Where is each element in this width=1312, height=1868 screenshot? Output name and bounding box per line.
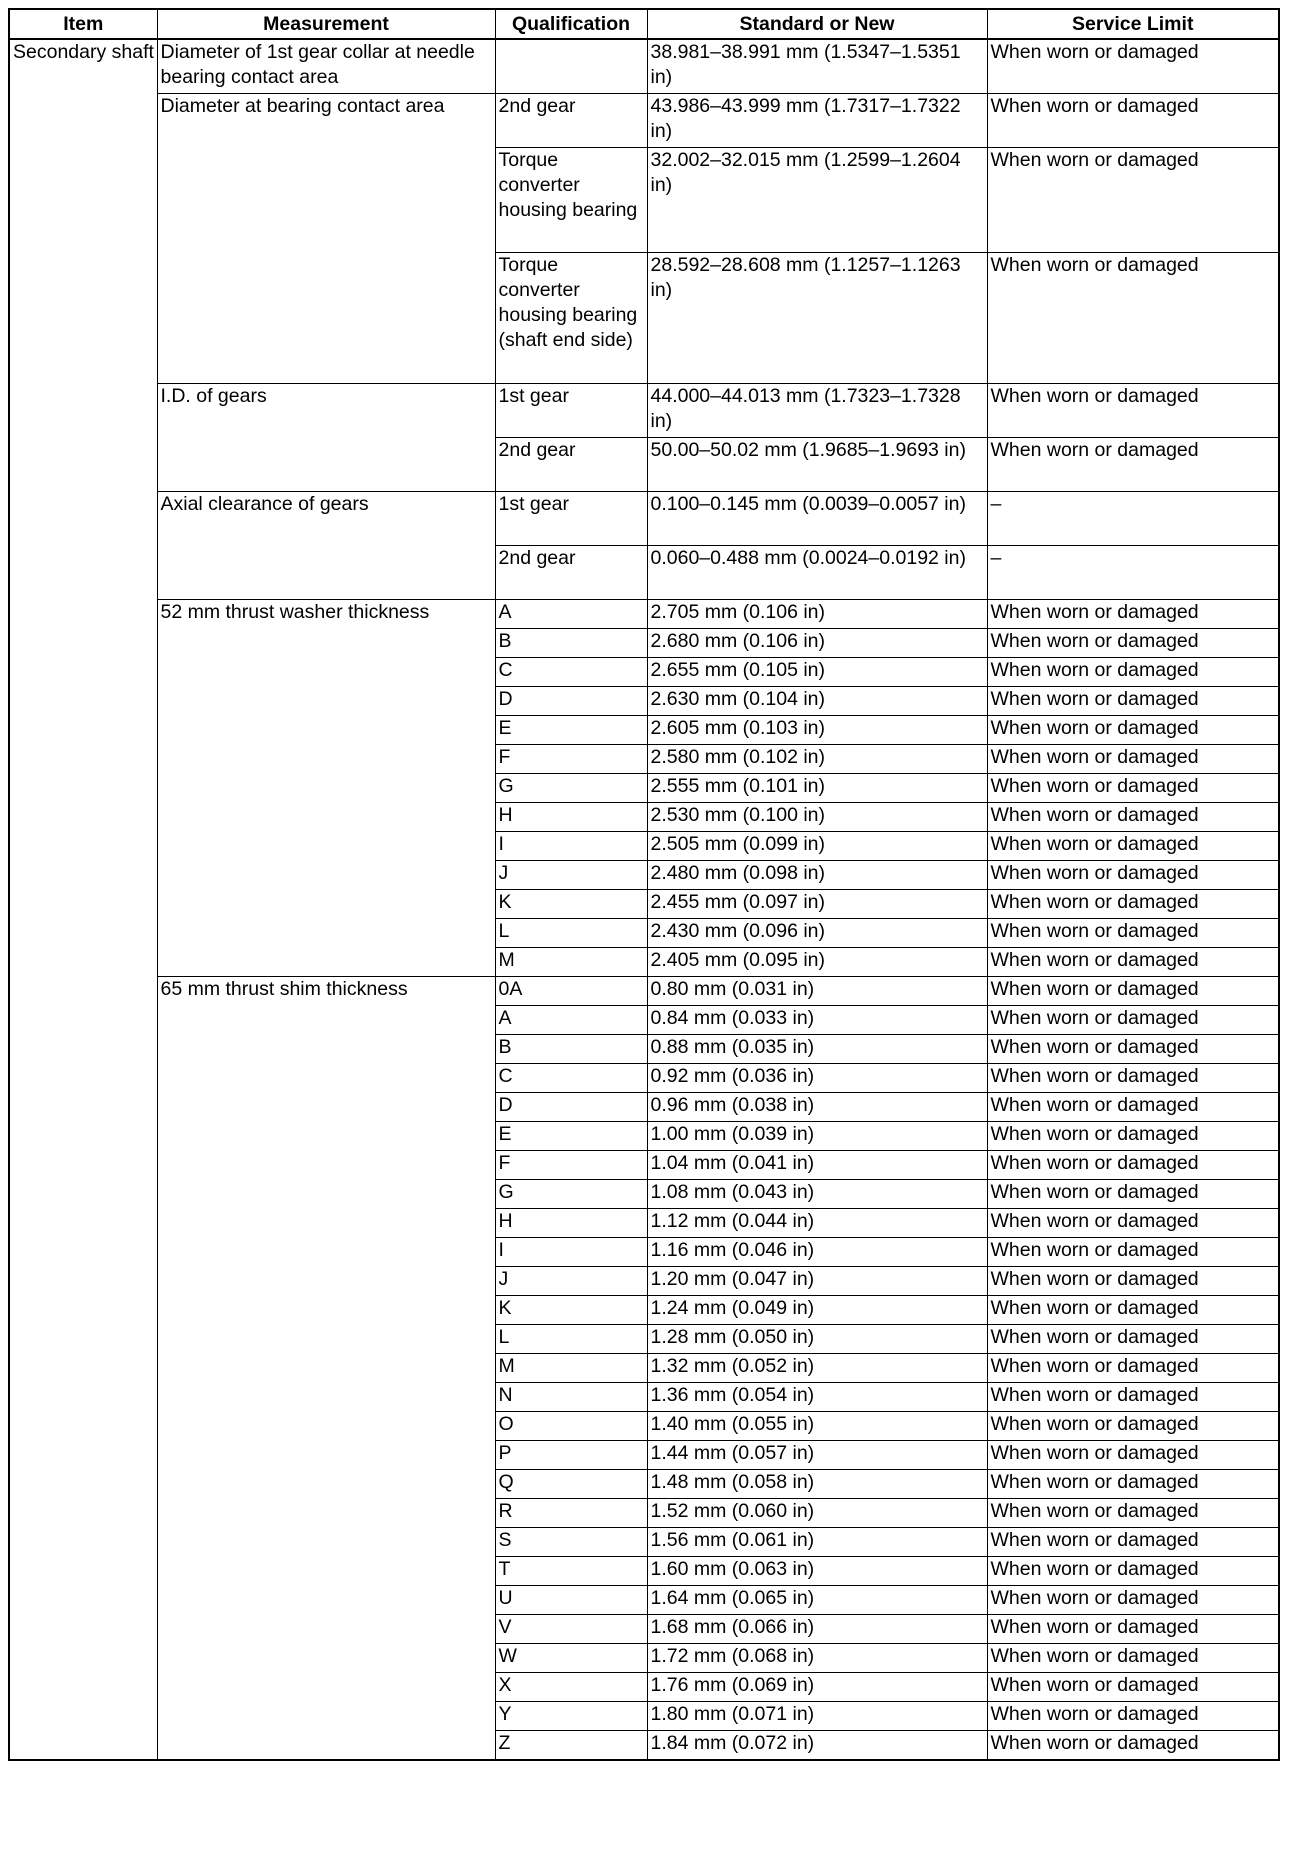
- qualification-cell: 1st gear: [495, 384, 647, 438]
- standard-cell: 1.48 mm (0.058 in): [647, 1470, 987, 1499]
- qualification-cell: L: [495, 1325, 647, 1354]
- service-limit-cell: When worn or damaged: [987, 716, 1279, 745]
- standard-cell: 0.100–0.145 mm (0.0039–0.0057 in): [647, 492, 987, 546]
- standard-cell: 1.76 mm (0.069 in): [647, 1673, 987, 1702]
- service-limit-cell: When worn or damaged: [987, 600, 1279, 629]
- standard-cell: 1.72 mm (0.068 in): [647, 1644, 987, 1673]
- qualification-cell: 0A: [495, 977, 647, 1006]
- standard-cell: 0.84 mm (0.033 in): [647, 1006, 987, 1035]
- service-limit-cell: When worn or damaged: [987, 1615, 1279, 1644]
- standard-cell: 44.000–44.013 mm (1.7323–1.7328 in): [647, 384, 987, 438]
- standard-cell: 2.705 mm (0.106 in): [647, 600, 987, 629]
- service-limit-cell: When worn or damaged: [987, 1557, 1279, 1586]
- measurement-cell: Diameter at bearing contact area: [157, 94, 495, 384]
- table-body: [9, 39, 1279, 1760]
- qualification-cell: A: [495, 600, 647, 629]
- qualification-cell: M: [495, 948, 647, 977]
- standard-cell: 1.04 mm (0.041 in): [647, 1151, 987, 1180]
- qualification-cell: Torque converter housing bearing: [495, 148, 647, 253]
- service-limit-cell: When worn or damaged: [987, 1209, 1279, 1238]
- standard-cell: 1.40 mm (0.055 in): [647, 1412, 987, 1441]
- standard-cell: 1.00 mm (0.039 in): [647, 1122, 987, 1151]
- service-limit-cell: When worn or damaged: [987, 1093, 1279, 1122]
- service-limit-cell: When worn or damaged: [987, 94, 1279, 148]
- standard-cell: 1.56 mm (0.061 in): [647, 1528, 987, 1557]
- standard-cell: 0.96 mm (0.038 in): [647, 1093, 987, 1122]
- service-limit-cell: When worn or damaged: [987, 803, 1279, 832]
- qualification-cell: C: [495, 1064, 647, 1093]
- qualification-cell: Z: [495, 1731, 647, 1761]
- qualification-cell: H: [495, 803, 647, 832]
- table-row: [9, 600, 1279, 629]
- standard-cell: 1.32 mm (0.052 in): [647, 1354, 987, 1383]
- standard-cell: 38.981–38.991 mm (1.5347–1.5351 in): [647, 39, 987, 94]
- standard-cell: 2.455 mm (0.097 in): [647, 890, 987, 919]
- qualification-cell: G: [495, 1180, 647, 1209]
- header-service-limit: Service Limit: [987, 9, 1279, 39]
- standard-cell: 1.24 mm (0.049 in): [647, 1296, 987, 1325]
- qualification-cell: B: [495, 1035, 647, 1064]
- standard-cell: 1.60 mm (0.063 in): [647, 1557, 987, 1586]
- qualification-cell: K: [495, 1296, 647, 1325]
- service-limit-cell: When worn or damaged: [987, 832, 1279, 861]
- service-limit-cell: When worn or damaged: [987, 1499, 1279, 1528]
- service-limit-cell: When worn or damaged: [987, 629, 1279, 658]
- standard-cell: 2.480 mm (0.098 in): [647, 861, 987, 890]
- standard-cell: 0.92 mm (0.036 in): [647, 1064, 987, 1093]
- qualification-cell: [495, 39, 647, 94]
- qualification-cell: Torque converter housing bearing (shaft end side): [495, 253, 647, 384]
- qualification-cell: E: [495, 716, 647, 745]
- measurement-cell: Axial clearance of gears: [157, 492, 495, 600]
- standard-cell: 0.88 mm (0.035 in): [647, 1035, 987, 1064]
- service-limit-cell: When worn or damaged: [987, 1151, 1279, 1180]
- standard-cell: 2.505 mm (0.099 in): [647, 832, 987, 861]
- standard-cell: 2.530 mm (0.100 in): [647, 803, 987, 832]
- qualification-cell: G: [495, 774, 647, 803]
- qualification-cell: O: [495, 1412, 647, 1441]
- service-limit-cell: When worn or damaged: [987, 1238, 1279, 1267]
- service-limit-cell: When worn or damaged: [987, 1441, 1279, 1470]
- standard-cell: 2.630 mm (0.104 in): [647, 687, 987, 716]
- service-limit-cell: When worn or damaged: [987, 1528, 1279, 1557]
- service-limit-cell: When worn or damaged: [987, 861, 1279, 890]
- table-row: [9, 492, 1279, 546]
- qualification-cell: F: [495, 745, 647, 774]
- qualification-cell: E: [495, 1122, 647, 1151]
- service-limit-cell: When worn or damaged: [987, 1702, 1279, 1731]
- qualification-cell: X: [495, 1673, 647, 1702]
- qualification-cell: M: [495, 1354, 647, 1383]
- standard-cell: 1.64 mm (0.065 in): [647, 1586, 987, 1615]
- service-limit-cell: When worn or damaged: [987, 745, 1279, 774]
- standard-cell: 2.430 mm (0.096 in): [647, 919, 987, 948]
- standard-cell: 2.605 mm (0.103 in): [647, 716, 987, 745]
- service-limit-cell: When worn or damaged: [987, 1673, 1279, 1702]
- qualification-cell: Y: [495, 1702, 647, 1731]
- measurement-cell: I.D. of gears: [157, 384, 495, 492]
- standard-cell: 2.580 mm (0.102 in): [647, 745, 987, 774]
- standard-cell: 43.986–43.999 mm (1.7317–1.7322 in): [647, 94, 987, 148]
- measurement-cell: Diameter of 1st gear collar at needle bearing contact area: [157, 39, 495, 94]
- service-limit-cell: –: [987, 492, 1279, 546]
- service-limit-cell: When worn or damaged: [987, 1180, 1279, 1209]
- standard-cell: 1.36 mm (0.054 in): [647, 1383, 987, 1412]
- service-limit-cell: When worn or damaged: [987, 1267, 1279, 1296]
- service-limit-cell: When worn or damaged: [987, 1731, 1279, 1761]
- standard-cell: 1.44 mm (0.057 in): [647, 1441, 987, 1470]
- service-limit-cell: When worn or damaged: [987, 687, 1279, 716]
- qualification-cell: 2nd gear: [495, 546, 647, 600]
- service-limit-cell: When worn or damaged: [987, 1006, 1279, 1035]
- service-limit-cell: When worn or damaged: [987, 1035, 1279, 1064]
- standard-cell: 50.00–50.02 mm (1.9685–1.9693 in): [647, 438, 987, 492]
- service-limit-cell: When worn or damaged: [987, 1325, 1279, 1354]
- service-limit-cell: When worn or damaged: [987, 438, 1279, 492]
- qualification-cell: P: [495, 1441, 647, 1470]
- qualification-cell: B: [495, 629, 647, 658]
- standard-cell: 1.28 mm (0.050 in): [647, 1325, 987, 1354]
- spec-table: [8, 8, 1280, 1761]
- service-limit-cell: When worn or damaged: [987, 948, 1279, 977]
- qualification-cell: V: [495, 1615, 647, 1644]
- standard-cell: 1.20 mm (0.047 in): [647, 1267, 987, 1296]
- item-cell: Secondary shaft: [9, 39, 157, 1760]
- standard-cell: 2.405 mm (0.095 in): [647, 948, 987, 977]
- service-limit-cell: When worn or damaged: [987, 1064, 1279, 1093]
- qualification-cell: J: [495, 1267, 647, 1296]
- header-standard: Standard or New: [647, 9, 987, 39]
- service-limit-cell: When worn or damaged: [987, 977, 1279, 1006]
- table-row: [9, 977, 1279, 1006]
- header-row: [9, 9, 1279, 39]
- service-limit-cell: When worn or damaged: [987, 253, 1279, 384]
- service-limit-cell: When worn or damaged: [987, 1644, 1279, 1673]
- qualification-cell: K: [495, 890, 647, 919]
- measurement-cell: 52 mm thrust washer thickness: [157, 600, 495, 977]
- service-limit-cell: When worn or damaged: [987, 1296, 1279, 1325]
- standard-cell: 1.08 mm (0.043 in): [647, 1180, 987, 1209]
- service-limit-cell: When worn or damaged: [987, 658, 1279, 687]
- header-item: Item: [9, 9, 157, 39]
- standard-cell: 32.002–32.015 mm (1.2599–1.2604 in): [647, 148, 987, 253]
- qualification-cell: U: [495, 1586, 647, 1615]
- standard-cell: 28.592–28.608 mm (1.1257–1.1263 in): [647, 253, 987, 384]
- qualification-cell: D: [495, 1093, 647, 1122]
- header-measurement: Measurement: [157, 9, 495, 39]
- service-limit-cell: When worn or damaged: [987, 384, 1279, 438]
- standard-cell: 0.060–0.488 mm (0.0024–0.0192 in): [647, 546, 987, 600]
- table-row: [9, 39, 1279, 94]
- standard-cell: 1.52 mm (0.060 in): [647, 1499, 987, 1528]
- service-limit-cell: When worn or damaged: [987, 1470, 1279, 1499]
- qualification-cell: 2nd gear: [495, 94, 647, 148]
- standard-cell: 1.16 mm (0.046 in): [647, 1238, 987, 1267]
- standard-cell: 1.80 mm (0.071 in): [647, 1702, 987, 1731]
- service-limit-cell: When worn or damaged: [987, 39, 1279, 94]
- service-limit-cell: When worn or damaged: [987, 1412, 1279, 1441]
- measurement-cell: 65 mm thrust shim thickness: [157, 977, 495, 1761]
- table-row: [9, 384, 1279, 438]
- qualification-cell: F: [495, 1151, 647, 1180]
- standard-cell: 1.12 mm (0.044 in): [647, 1209, 987, 1238]
- service-limit-cell: When worn or damaged: [987, 148, 1279, 253]
- qualification-cell: N: [495, 1383, 647, 1412]
- qualification-cell: R: [495, 1499, 647, 1528]
- qualification-cell: T: [495, 1557, 647, 1586]
- standard-cell: 2.655 mm (0.105 in): [647, 658, 987, 687]
- service-limit-cell: When worn or damaged: [987, 1122, 1279, 1151]
- standard-cell: 0.80 mm (0.031 in): [647, 977, 987, 1006]
- qualification-cell: S: [495, 1528, 647, 1557]
- header-qualification: Qualification: [495, 9, 647, 39]
- qualification-cell: W: [495, 1644, 647, 1673]
- qualification-cell: C: [495, 658, 647, 687]
- qualification-cell: D: [495, 687, 647, 716]
- qualification-cell: Q: [495, 1470, 647, 1499]
- qualification-cell: H: [495, 1209, 647, 1238]
- standard-cell: 2.555 mm (0.101 in): [647, 774, 987, 803]
- qualification-cell: J: [495, 861, 647, 890]
- standard-cell: 1.68 mm (0.066 in): [647, 1615, 987, 1644]
- service-limit-cell: When worn or damaged: [987, 919, 1279, 948]
- qualification-cell: 1st gear: [495, 492, 647, 546]
- qualification-cell: I: [495, 832, 647, 861]
- service-limit-cell: When worn or damaged: [987, 890, 1279, 919]
- table-header: [9, 9, 1279, 39]
- service-limit-cell: –: [987, 546, 1279, 600]
- service-limit-cell: When worn or damaged: [987, 1586, 1279, 1615]
- standard-cell: 1.84 mm (0.072 in): [647, 1731, 987, 1761]
- service-limit-cell: When worn or damaged: [987, 774, 1279, 803]
- qualification-cell: I: [495, 1238, 647, 1267]
- qualification-cell: 2nd gear: [495, 438, 647, 492]
- standard-cell: 2.680 mm (0.106 in): [647, 629, 987, 658]
- qualification-cell: L: [495, 919, 647, 948]
- qualification-cell: A: [495, 1006, 647, 1035]
- service-limit-cell: When worn or damaged: [987, 1354, 1279, 1383]
- service-limit-cell: When worn or damaged: [987, 1383, 1279, 1412]
- table-row: [9, 94, 1279, 148]
